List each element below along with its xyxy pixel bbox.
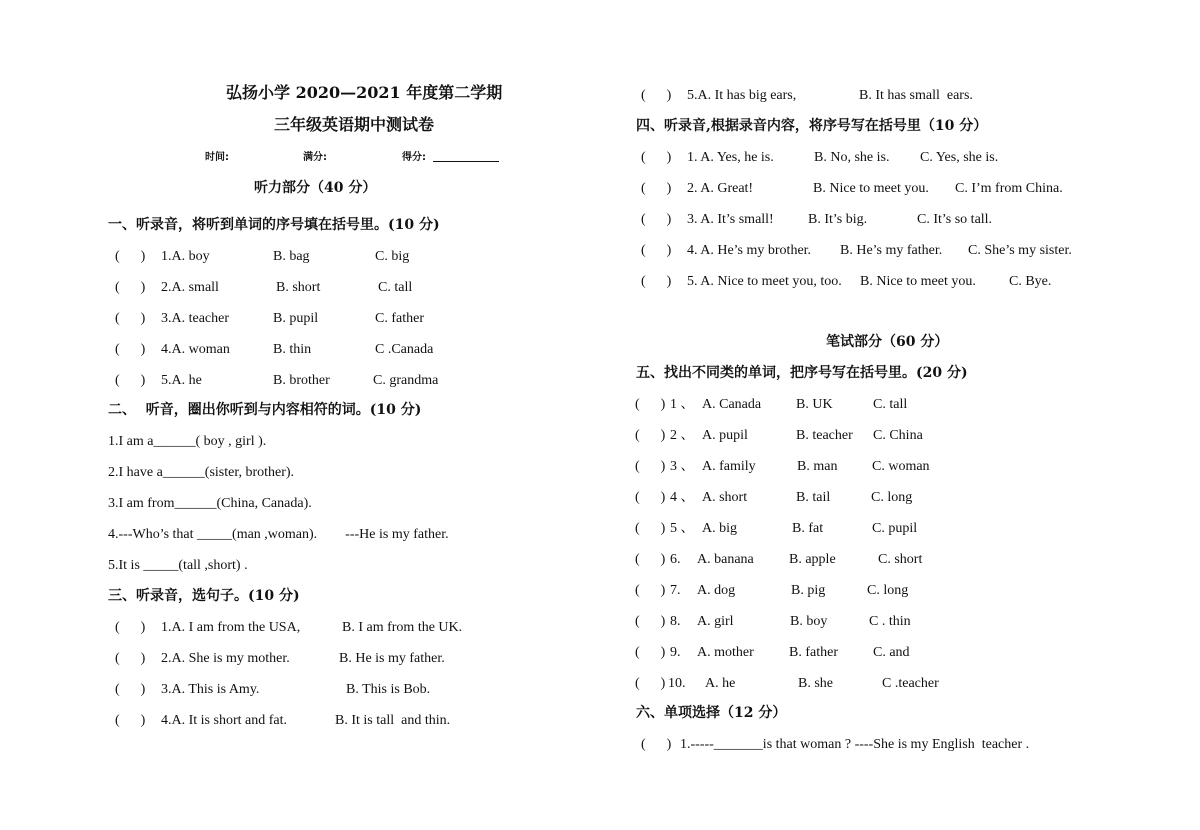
option-c: C. China bbox=[873, 428, 923, 443]
option-a: A. dog bbox=[697, 583, 736, 598]
listening-title: 听力部分（40 分） bbox=[254, 180, 377, 196]
section2-title: 二、 听音，圈出你听到与内容相符的词。(10 分) bbox=[108, 402, 422, 418]
fill-sentence: 4.---Who’s that _____(man ,woman). ---He is my father. bbox=[108, 527, 449, 542]
option-c: C . thin bbox=[869, 614, 911, 629]
answer-paren[interactable]: ( ) bbox=[641, 243, 672, 258]
exam-title: 三年级英语期中测试卷 bbox=[274, 115, 435, 134]
section1-title: 一、听录音，将听到单词的序号填在括号里。(10 分) bbox=[108, 217, 440, 233]
section6-title: 六、单项选择（12 分） bbox=[636, 705, 787, 721]
option-c: C. big bbox=[375, 249, 410, 264]
answer-paren[interactable]: ( ) bbox=[115, 651, 146, 666]
option-c: C. tall bbox=[378, 280, 413, 295]
answer-paren[interactable]: ( ) bbox=[115, 342, 146, 357]
answer-paren[interactable]: ( ) bbox=[635, 676, 666, 691]
option-a: A. girl bbox=[697, 614, 734, 629]
full-score-label: 满分: bbox=[303, 152, 327, 163]
answer-paren[interactable]: ( ) bbox=[641, 737, 672, 752]
score-label: 得分: bbox=[402, 152, 426, 163]
fill-sentence: 3.I am from______(China, Canada). bbox=[108, 496, 312, 511]
option-c: C. woman bbox=[872, 459, 930, 474]
option-b: B. fat bbox=[792, 521, 824, 536]
question-text: 1.-----_______is that woman ? ----She is my English teacher . bbox=[680, 737, 1030, 752]
answer-paren[interactable]: ( ) bbox=[115, 311, 146, 326]
option-a: 2.A. small bbox=[161, 280, 219, 295]
option-a: A. big bbox=[702, 521, 737, 536]
option-a: A. pupil bbox=[702, 428, 748, 443]
option-c: C. short bbox=[878, 552, 923, 567]
answer-paren[interactable]: ( ) bbox=[115, 373, 146, 388]
option-c: C. She’s my sister. bbox=[968, 243, 1072, 258]
option-c: C. grandma bbox=[373, 373, 439, 388]
answer-paren[interactable]: ( ) bbox=[115, 280, 146, 295]
item-number: 7. bbox=[670, 583, 681, 598]
written-title: 笔试部分（60 分） bbox=[826, 334, 949, 350]
option-a: 1.A. boy bbox=[161, 249, 210, 264]
option-c: C. pupil bbox=[872, 521, 918, 536]
option-b: B. brother bbox=[273, 373, 330, 388]
section4-title: 四、听录音,根据录音内容，将序号写在括号里（10 分） bbox=[636, 118, 988, 134]
option-b: B. father bbox=[789, 645, 838, 660]
item-number: 9. bbox=[670, 645, 681, 660]
answer-paren[interactable]: ( ) bbox=[635, 490, 666, 505]
option-b: B. It is tall and thin. bbox=[335, 713, 451, 728]
answer-paren[interactable]: ( ) bbox=[635, 459, 666, 474]
answer-paren[interactable]: ( ) bbox=[115, 620, 146, 635]
item-number: 5 、 bbox=[670, 521, 695, 536]
option-b: B. He is my father. bbox=[339, 651, 445, 666]
answer-paren[interactable]: ( ) bbox=[641, 150, 672, 165]
option-c: C. tall bbox=[873, 397, 908, 412]
option-c: C. long bbox=[867, 583, 909, 598]
answer-paren[interactable]: ( ) bbox=[641, 181, 672, 196]
option-a: 2. A. Great! bbox=[687, 181, 754, 196]
option-a: 4.A. It is short and fat. bbox=[161, 713, 287, 728]
answer-paren[interactable]: ( ) bbox=[641, 212, 672, 227]
option-a: A. he bbox=[705, 676, 736, 691]
option-b: B. bag bbox=[273, 249, 310, 264]
option-c: C. Bye. bbox=[1009, 274, 1052, 289]
score-blank-line bbox=[433, 161, 499, 162]
option-c: C. father bbox=[375, 311, 424, 326]
answer-paren[interactable]: ( ) bbox=[115, 249, 146, 264]
item-number: 10. bbox=[668, 676, 686, 691]
option-b: B. It’s big. bbox=[808, 212, 868, 227]
option-a: 2.A. She is my mother. bbox=[161, 651, 290, 666]
option-c: C. I’m from China. bbox=[955, 181, 1063, 196]
option-b: B. boy bbox=[790, 614, 828, 629]
answer-paren[interactable]: ( ) bbox=[635, 552, 666, 567]
option-a: 5.A. he bbox=[161, 373, 202, 388]
option-a: A. short bbox=[702, 490, 748, 505]
option-a: A. mother bbox=[697, 645, 754, 660]
option-c: C .Canada bbox=[375, 342, 434, 357]
option-a: A. banana bbox=[697, 552, 754, 567]
option-a: A. family bbox=[702, 459, 756, 474]
option-c: C. and bbox=[873, 645, 910, 660]
answer-paren[interactable]: ( ) bbox=[641, 274, 672, 289]
option-a: 4.A. woman bbox=[161, 342, 230, 357]
option-a: 5.A. It has big ears, bbox=[687, 88, 797, 103]
item-number: 2 、 bbox=[670, 428, 695, 443]
fill-sentence: 2.I have a______(sister, brother). bbox=[108, 465, 295, 480]
option-b: B. pupil bbox=[273, 311, 319, 326]
option-a: 1. A. Yes, he is. bbox=[687, 150, 774, 165]
item-number: 6. bbox=[670, 552, 681, 567]
answer-paren[interactable]: ( ) bbox=[635, 521, 666, 536]
option-a: 1.A. I am from the USA, bbox=[161, 620, 301, 635]
option-c: C. Yes, she is. bbox=[920, 150, 999, 165]
option-b: B. she bbox=[798, 676, 833, 691]
option-b: B. tail bbox=[796, 490, 831, 505]
option-a: 5. A. Nice to meet you, too. bbox=[687, 274, 842, 289]
option-a: A. Canada bbox=[702, 397, 762, 412]
answer-paren[interactable]: ( ) bbox=[635, 397, 666, 412]
option-a: 4. A. He’s my brother. bbox=[687, 243, 812, 258]
option-b: B. teacher bbox=[796, 428, 853, 443]
option-b: B. thin bbox=[273, 342, 312, 357]
item-number: 1 、 bbox=[670, 397, 695, 412]
option-b: B. It has small ears. bbox=[859, 88, 973, 103]
option-b: B. apple bbox=[789, 552, 836, 567]
option-b: B. This is Bob. bbox=[346, 682, 431, 697]
option-c: C. long bbox=[871, 490, 913, 505]
answer-paren[interactable]: ( ) bbox=[635, 614, 666, 629]
section5-title: 五、找出不同类的单词，把序号写在括号里。(20 分) bbox=[636, 365, 968, 381]
option-a: 3.A. This is Amy. bbox=[161, 682, 260, 697]
option-b: B. Nice to meet you. bbox=[813, 181, 929, 196]
option-b: B. pig bbox=[791, 583, 826, 598]
option-c: C .teacher bbox=[882, 676, 939, 691]
item-number: 8. bbox=[670, 614, 681, 629]
option-b: B. man bbox=[797, 459, 838, 474]
item-number: 4 、 bbox=[670, 490, 695, 505]
option-b: B. UK bbox=[796, 397, 833, 412]
fill-sentence: 5.It is _____(tall ,short) . bbox=[108, 558, 248, 573]
option-b: B. He’s my father. bbox=[840, 243, 943, 258]
answer-paren[interactable]: ( ) bbox=[115, 713, 146, 728]
section3-title: 三、听录音，选句子。(10 分) bbox=[108, 588, 300, 604]
fill-sentence: 1.I am a______( boy , girl ). bbox=[108, 434, 267, 449]
option-b: B. short bbox=[276, 280, 321, 295]
option-b: B. I am from the UK. bbox=[342, 620, 463, 635]
option-a: 3.A. teacher bbox=[161, 311, 230, 326]
answer-paren[interactable]: ( ) bbox=[115, 682, 146, 697]
option-a: 3. A. It’s small! bbox=[687, 212, 774, 227]
option-c: C. It’s so tall. bbox=[917, 212, 993, 227]
answer-paren[interactable]: ( ) bbox=[635, 645, 666, 660]
answer-paren[interactable]: ( ) bbox=[641, 88, 672, 103]
option-b: B. Nice to meet you. bbox=[860, 274, 976, 289]
answer-paren[interactable]: ( ) bbox=[635, 428, 666, 443]
answer-paren[interactable]: ( ) bbox=[635, 583, 666, 598]
item-number: 3 、 bbox=[670, 459, 695, 474]
school-title: 弘扬小学 2020—2021 年度第二学期 bbox=[226, 83, 503, 102]
option-b: B. No, she is. bbox=[814, 150, 890, 165]
time-label: 时间: bbox=[205, 152, 229, 163]
